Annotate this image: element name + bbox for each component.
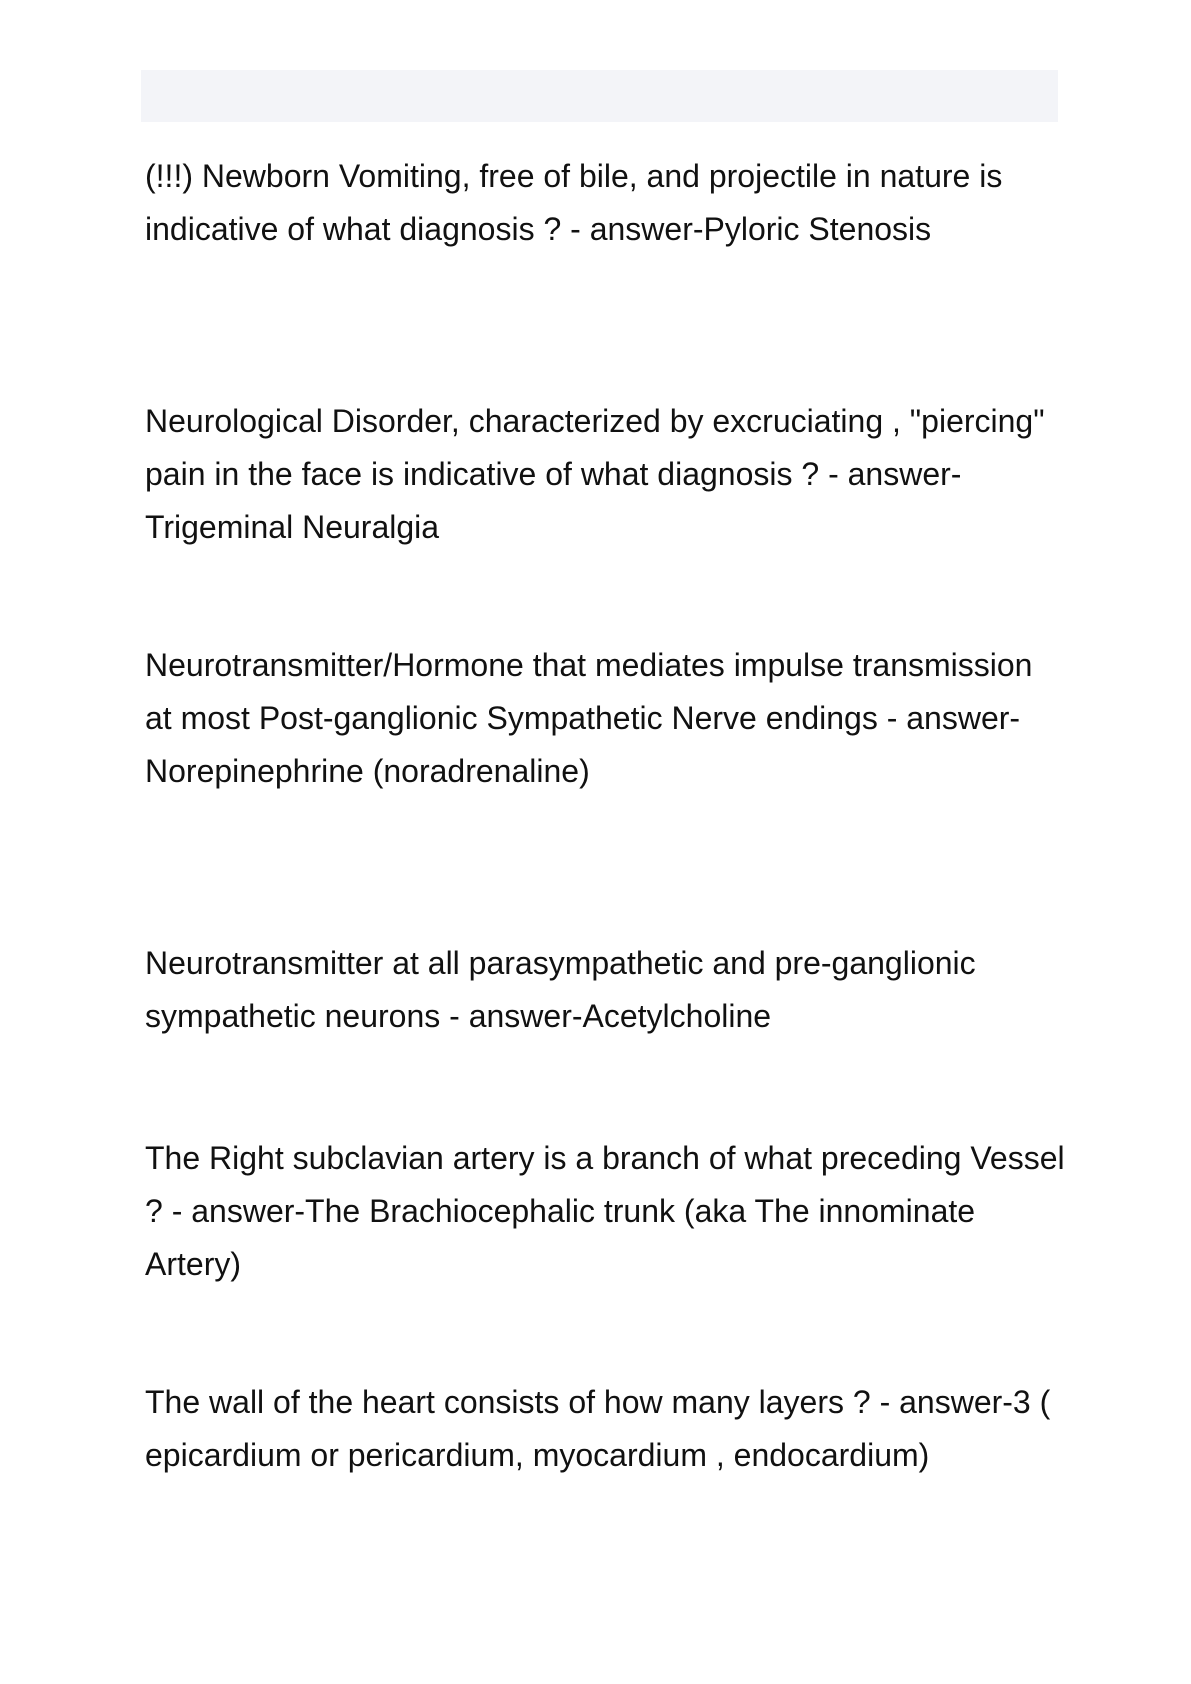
- qa-entry: The Right subclavian artery is a branch of what preceding Vessel ? - answer-The Brachiocephalic trunk (aka The innominate Artery): [145, 1140, 1065, 1282]
- qa-entry: Neurological Disorder, characterized by excruciating , "piercing" pain in the face is indicative of what diagnosis ? - answer-Trigeminal Neuralgia: [145, 403, 1045, 545]
- qa-entry: (!!!) Newborn Vomiting, free of bile, and projectile in nature is indicative of what diagnosis ? - answer-Pyloric Stenosis: [145, 158, 1003, 247]
- qa-entry: The wall of the heart consists of how many layers ? - answer-3 ( epicardium or pericardium, myocardium , endocardium): [145, 1384, 1051, 1473]
- header-bar: [141, 70, 1058, 122]
- qa-entry: Neurotransmitter at all parasympathetic and pre-ganglionic sympathetic neurons - answer-Acetylcholine: [145, 945, 976, 1034]
- qa-entry: Neurotransmitter/Hormone that mediates impulse transmission at most Post-ganglionic Sympathetic Nerve endings - answer-Norepinephrine (noradrenaline): [145, 647, 1033, 789]
